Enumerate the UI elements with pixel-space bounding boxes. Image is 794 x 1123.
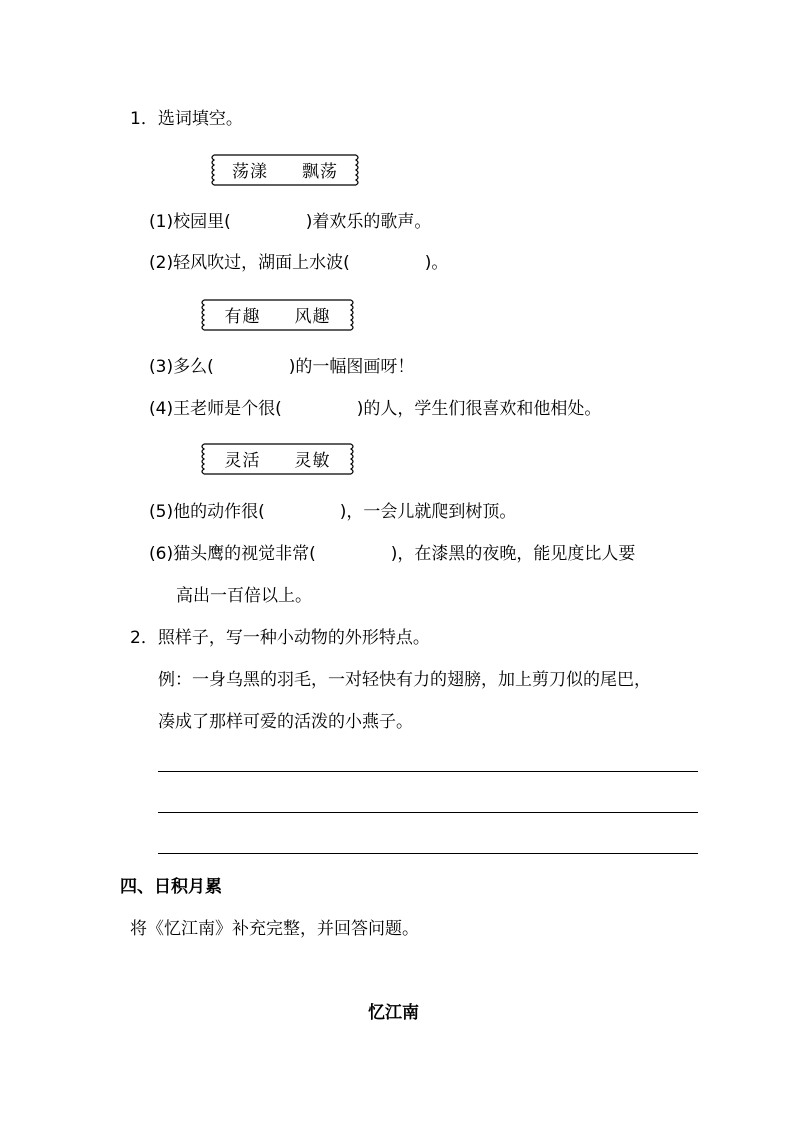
word-option: 灵活 <box>224 451 261 471</box>
sentence-5 <box>149 501 516 523</box>
word-option: 有趣 <box>224 307 261 327</box>
sentence-text: (5)他的动作很( <box>149 502 265 522</box>
word-option: 飘荡 <box>302 162 338 182</box>
sentence-6-continued: 高出一百倍以上。 <box>176 586 312 606</box>
section-4-instruction: 将《忆江南》补充完整，并回答问题。 <box>130 919 419 939</box>
example-line-2: 凑成了那样可爱的活泼的小燕子。 <box>158 712 413 732</box>
sentence-text: (2)轻风吹过，湖面上水波( <box>149 253 350 273</box>
sentence-text: (1)校园里( <box>149 212 231 232</box>
answer-line-3[interactable] <box>158 853 698 854</box>
word-choice-box-2 <box>200 296 355 330</box>
sentence-text: )。 <box>424 253 449 273</box>
word-choice-box-3 <box>200 440 355 474</box>
sentence-text: (6)猫头鹰的视觉非常( <box>149 544 316 564</box>
sentence-text: )着欢乐的歌声。 <box>305 212 432 232</box>
answer-line-2[interactable] <box>158 812 698 813</box>
sentence-text: )，一会儿就爬到树顶。 <box>339 502 517 522</box>
example-line-1: 例：一身乌黑的羽毛，一对轻快有力的翅膀，加上剪刀似的尾巴， <box>158 670 651 690</box>
question-1-title: 1．选词填空。 <box>130 109 243 129</box>
word-option: 风趣 <box>294 307 331 327</box>
sentence-2 <box>149 252 448 274</box>
answer-line-1[interactable] <box>158 771 698 772</box>
sentence-text: (4)王老师是个很( <box>149 399 282 419</box>
word-option: 荡漾 <box>232 162 268 182</box>
word-choice-box-1 <box>210 151 360 185</box>
section-4-heading: 四、日积月累 <box>120 877 222 897</box>
sentence-1 <box>149 211 431 233</box>
sentence-4 <box>149 398 601 420</box>
sentence-text: )的人，学生们很喜欢和他相处。 <box>356 399 602 419</box>
word-option: 灵敏 <box>294 451 331 471</box>
sentence-6 <box>149 543 635 565</box>
question-2-title: 2．照样子，写一种小动物的外形特点。 <box>130 628 430 648</box>
sentence-3 <box>149 356 414 378</box>
sentence-text: )的一幅图画呀！ <box>288 357 415 377</box>
sentence-text: (3)多么( <box>149 357 214 377</box>
sentence-text: )，在漆黑的夜晚，能见度比人要 <box>390 544 636 564</box>
poem-title: 忆江南 <box>368 1003 419 1023</box>
